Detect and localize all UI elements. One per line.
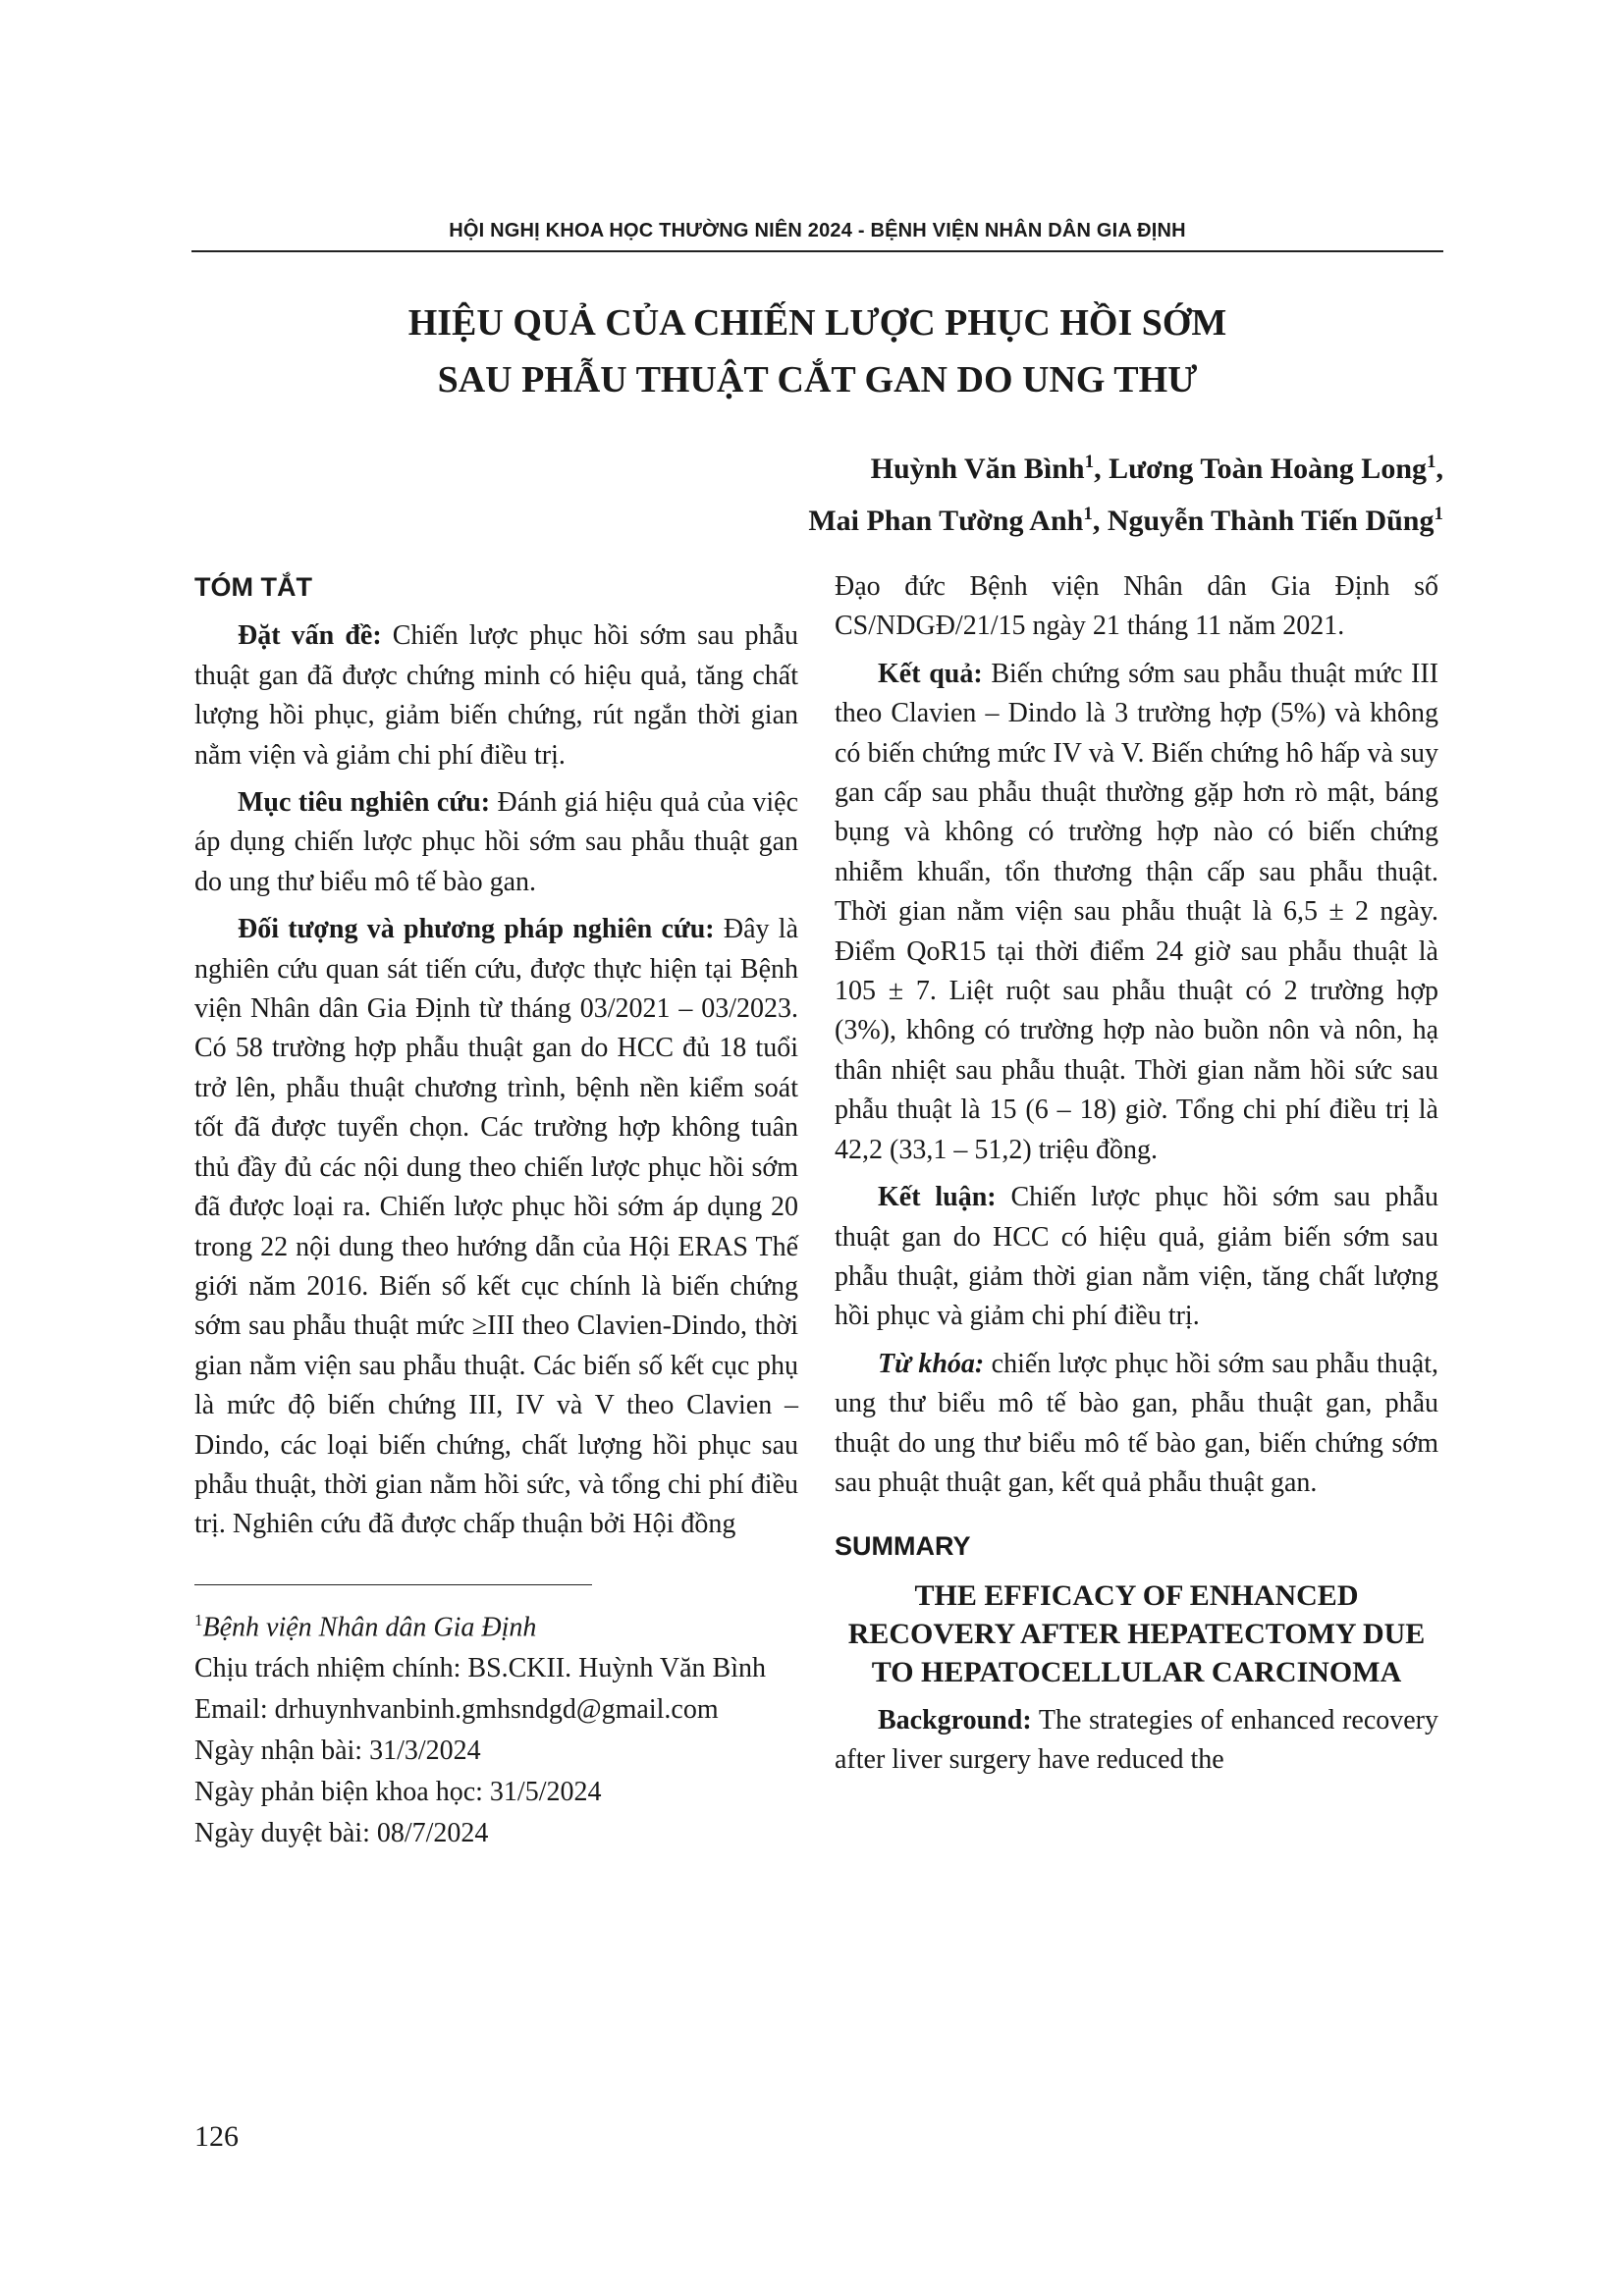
keywords-text: chiến lược phục hồi sớm sau phẫu thuật, ung thư biểu mô tế bào gan, phẫu thuật gan, phẫu thuật do ung thư biểu mô tế bào gan, biến chứng sớm sau phuật thuật gan, kết quả phẫu thuật gan. (835, 1348, 1438, 1498)
footnote-email: Email: drhuynhvanbinh.gmhsndgd@gmail.com (194, 1694, 719, 1726)
footnote-affil-number: 1 (194, 1610, 203, 1629)
author-2: Lương Toàn Hoàng Long (1109, 453, 1427, 485)
footnote-reviewed: Ngày phản biện khoa học: 31/5/2024 (194, 1777, 602, 1808)
results-text: Biến chứng sớm sau phẫu thuật mức III theo Clavien – Dindo là 3 trường hợp (5%) và không có biến chứng mức IV và V. Biến chứng hô hấp và suy gan cấp sau phẫu thuật thường gặp hơn rò mật, báng bụng và không có trường hợp nào có biến chứng nhiễm khuẩn, tổn thương thận cấp sau phẫu thuật. Thời gian nằm viện sau phẫu thuật là 6,5 ± 2 ngày. Điểm QoR15 tại thời điểm 24 giờ sau phẫu thuật là 105 ± 7. Liệt ruột sau phẫu thuật có 2 trường hợp (3%), không có trường hợp nào buồn nôn và nôn, hạ thân nhiệt sau phẫu thuật. Thời gian nằm hồi sức sau phẫu thuật là 15 (6 – 18) giờ. Tổng chi phí điều trị là 42,2 (33,1 – 51,2) triệu đồng. (835, 658, 1439, 1165)
summary-heading: SUMMARY (835, 1531, 971, 1562)
abstract-conclusion (835, 1178, 1438, 1337)
summary-background (835, 1701, 1438, 1781)
title-line-2: SAU PHẪU THUẬT CẮT GAN DO UNG THƯ (437, 359, 1198, 400)
summary-title: THE EFFICACY OF ENHANCED RECOVERY AFTER HEPATECTOMY DUE TO HEPATOCELLULAR CARCINOMA (847, 1578, 1426, 1688)
article-title (191, 294, 1443, 408)
author-line-2: Mai Phan Tường Anh$^1$, Nguyễn Thành Tiến Dũng$^1$ (808, 504, 1443, 537)
summary-background-text: The strategies of enhanced recovery after liver surgery have reduced the (835, 1704, 1438, 1776)
author-line-1: Huỳnh Văn Bình$^1$, Lương Toàn Hoàng Long$^1$, (870, 452, 1443, 485)
affil-mark: 1 (1427, 452, 1436, 472)
affil-mark: 1 (1083, 504, 1093, 524)
abstract-keywords (835, 1345, 1438, 1504)
abstract-results (835, 655, 1438, 1170)
affil-mark: 1 (1084, 452, 1095, 472)
abstract-methods (194, 910, 798, 1545)
background-label: Đặt vấn đề: (238, 620, 382, 652)
author-list (808, 440, 1443, 544)
objective-text: Đánh giá hiệu quả của việc áp dụng chiến lược phục hồi sớm sau phẫu thuật gan do ung thư biểu mô tế bào gan. (194, 787, 798, 897)
footnote-received: Ngày nhận bài: 31/3/2024 (194, 1735, 481, 1767)
author-3: Mai Phan Tường Anh (808, 505, 1084, 537)
left-column (194, 567, 798, 1855)
abstract-background (194, 616, 798, 775)
keywords-label: Từ khóa: (878, 1348, 985, 1379)
methods-text: Đây là nghiên cứu quan sát tiến cứu, được thực hiện tại Bệnh viện Nhân dân Gia Định từ tháng 03/2021 – 03/2023. Có 58 trường hợp phẫu thuật gan do HCC đủ 18 tuổi trở lên, phẫu thuật chương trình, bệnh nền kiểm soát tốt đã được tuyển chọn. Các trường hợp không tuân thủ đầy đủ các nội dung theo chiến lược phục hồi sớm đã được loại ra. Chiến lược phục hồi sớm áp dụng 20 trong 22 nội dung theo hướng dẫn của Hội ERAS Thế giới năm 2016. Biến số kết cục chính là biến chứng sớm sau phẫu thuật mức ≥III theo Clavien-Dindo, thời gian nằm viện sau phẫu thuật. Các biến số kết cục phụ là mức độ biến chứng III, IV và V theo Clavien – Dindo, các loại biến chứng, chất lượng hồi phục sau phẫu thuật, thời gian nằm hồi sức, và tổng chi phí điều trị. Nghiên cứu đã được chấp thuận bởi Hội đồng (194, 914, 798, 1540)
conclusion-text: Chiến lược phục hồi sớm sau phẫu thuật gan do HCC có hiệu quả, giảm biến sớm sau phẫu thuật, giảm thời gian nằm viện, tăng chất lượng hồi phục và giảm chi phí điều trị. (835, 1182, 1439, 1332)
abstract-methods-continued: Đạo đức Bệnh viện Nhân dân Gia Định số CS/NDGĐ/21/15 ngày 21 tháng 11 năm 2021. (835, 571, 1438, 642)
footnote-corresponding: Chịu trách nhiệm chính: BS.CKII. Huỳnh Văn Bình (194, 1653, 766, 1684)
running-header: HỘI NGHỊ KHOA HỌC THƯỜNG NIÊN 2024 - BỆNH VIỆN NHÂN DÂN GIA ĐỊNH (449, 220, 1186, 241)
conclusion-label: Kết luận: (878, 1182, 997, 1213)
footnote-accepted: Ngày duyệt bài: 08/7/2024 (194, 1818, 489, 1849)
results-label: Kết quả: (878, 658, 983, 689)
header-rule (191, 250, 1443, 252)
footnote-rule (194, 1584, 592, 1585)
page-number: 126 (194, 2120, 239, 2153)
footnotes (194, 1601, 798, 1853)
methods-label: Đối tượng và phương pháp nghiên cứu: (238, 914, 715, 945)
author-4: Nguyễn Thành Tiến Dũng (1107, 505, 1435, 537)
background-text: Chiến lược phục hồi sớm sau phẫu thuật gan đã được chứng minh có hiệu quả, tăng chất lượng hồi phục, giảm biến chứng, rút ngắn thời gian nằm viện và giảm chi phí điều trị. (194, 620, 798, 771)
right-column (835, 567, 1438, 1789)
abstract-heading: TÓM TẮT (194, 572, 312, 602)
objective-label: Mục tiêu nghiên cứu: (238, 787, 491, 819)
footnote-affil-text: Bệnh viện Nhân dân Gia Định (202, 1612, 537, 1643)
abstract-objective (194, 783, 798, 902)
footnote-affiliation (194, 1601, 798, 1647)
author-1: Huỳnh Văn Bình (870, 453, 1085, 485)
title-line-1: HIỆU QUẢ CỦA CHIẾN LƯỢC PHỤC HỒI SỚM (407, 302, 1227, 344)
summary-background-label: Background: (878, 1704, 1032, 1735)
affil-mark: 1 (1434, 504, 1443, 524)
